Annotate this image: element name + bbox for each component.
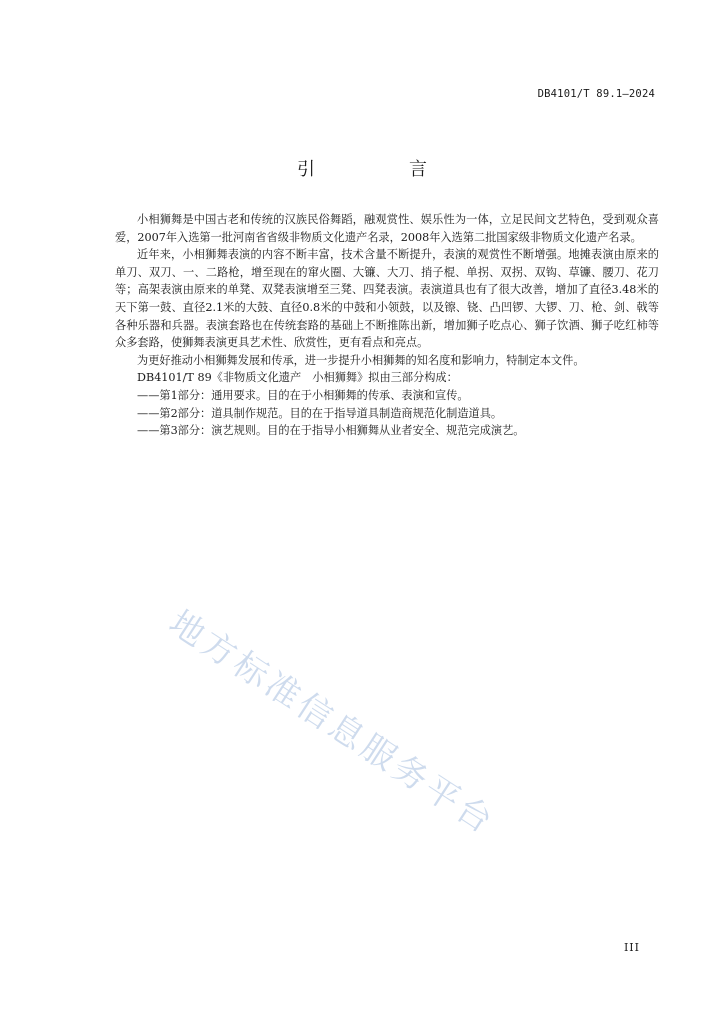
paragraph-development: 近年来，小相狮舞表演的内容不断丰富，技术含量不断提升，表演的观赏性不断增强。地摊表演由原来的单刀、双刀、一、二路枪，增至现在的窜火圈、大镰、大刀、捎子棍、单拐、双拐、双钩、草镰、腰刀、花刀等；高架表演由原来的单凳、双凳表演增至三凳、四凳表演。表演道具也有了很大改善，增加了直径3.48米的天下第一鼓、直径2.1米的大鼓、直径0.8米的中鼓和小领鼓，以及镲、铙、凸凹锣、大锣、刀、枪、剑、戟等各种乐器和兵器。表演套路也在传统套路的基础上不断推陈出新，增加狮子吃点心、狮子饮酒、狮子吃红柿等众多套路，使狮舞表演更具艺术性、欣赏性，更有看点和亮点。 (115, 248, 659, 350)
paragraph-intro: 小相狮舞是中国古老和传统的汉族民俗舞蹈，融观赏性、娱乐性为一体，立足民间文艺特色，受到观众喜爱，2007年入选第一批河南省省级非物质文化遗产名录，2008年入选第二批国家级非物质文化遗产名录。 (115, 213, 659, 244)
list-item-part-2: ——第2部分：道具制作规范。目的在于指导道具制造商规范化制造道具。 (137, 406, 503, 420)
list-item-part-3: ——第3部分：演艺规则。目的在于指导小相狮舞从业者安全、规范完成演艺。 (137, 424, 525, 438)
paragraph-structure: DB4101/T 89《非物质文化遗产 小相狮舞》拟由三部分构成： (137, 371, 458, 385)
watermark: 地方标准信息服务平台 (161, 602, 503, 844)
list-item-part-1: ——第1部分：通用要求。目的在于小相狮舞的传承、表演和宣传。 (137, 388, 469, 402)
page-title: 引 言 (297, 159, 465, 180)
document-code: DB4101/T 89.1—2024 (537, 88, 655, 100)
document-body (115, 211, 659, 440)
page-number: III (623, 941, 640, 954)
paragraph-purpose: 为更好推动小相狮舞发展和传承，进一步提升小相狮舞的知名度和影响力，特制定本文件。 (137, 353, 585, 367)
